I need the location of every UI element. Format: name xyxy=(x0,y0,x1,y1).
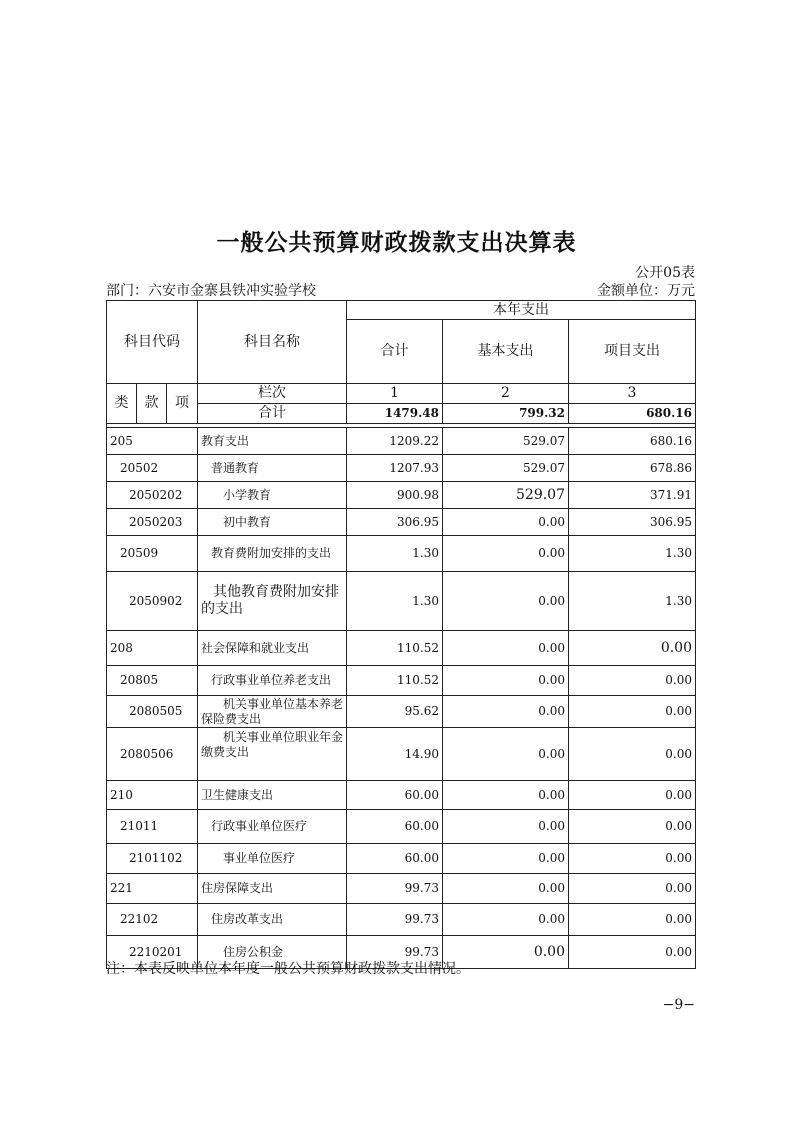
header-lei: 类 xyxy=(107,384,137,424)
row-code: 208 xyxy=(107,631,198,666)
row-name: 普通教育 xyxy=(198,455,347,482)
header-project: 项目支出 xyxy=(569,320,696,384)
table-row xyxy=(107,509,696,536)
row-name: 事业单位医疗 xyxy=(198,844,347,874)
row-name-line-2: 的支出 xyxy=(201,601,243,617)
row-name-line-1: 其他教育费附加安排 xyxy=(213,584,339,600)
row-project: 1.30 xyxy=(569,572,696,631)
row-project: 0.00 xyxy=(569,810,696,844)
row-name xyxy=(198,572,347,631)
page-title: 一般公共预算财政拨款支出决算表 xyxy=(216,229,577,256)
row-basic: 0.00 xyxy=(443,781,569,810)
row-project: 0.00 xyxy=(569,904,696,936)
row-project: 371.91 xyxy=(569,482,696,509)
column-number-label: 栏次 xyxy=(198,384,347,404)
row-name: 行政事业单位医疗 xyxy=(198,810,347,844)
row-total: 99.73 xyxy=(347,904,443,936)
table-row xyxy=(107,455,696,482)
row-code: 2050203 xyxy=(107,509,198,536)
table-row xyxy=(107,428,696,455)
row-code: 221 xyxy=(107,874,198,904)
row-basic: 0.00 xyxy=(443,936,569,969)
row-name: 住房公积金 xyxy=(198,936,347,969)
row-basic: 0.00 xyxy=(443,810,569,844)
row-code: 21011 xyxy=(107,810,198,844)
row-total: 1.30 xyxy=(347,572,443,631)
amount-unit-label: 金额单位：万元 xyxy=(597,283,695,299)
row-name-line-1: 机关事业单位基本养老 xyxy=(223,696,344,711)
row-project: 0.00 xyxy=(569,666,696,696)
row-code: 20509 xyxy=(107,536,198,572)
row-project: 0.00 xyxy=(569,781,696,810)
row-name-line-2: 缴费支出 xyxy=(201,745,250,759)
row-name: 住房改革支出 xyxy=(198,904,347,936)
row-basic: 529.07 xyxy=(443,428,569,455)
header-total: 合计 xyxy=(347,320,443,384)
row-name: 教育支出 xyxy=(198,428,347,455)
row-name: 住房保障支出 xyxy=(198,874,347,904)
row-basic: 0.00 xyxy=(443,844,569,874)
row-total: 110.52 xyxy=(347,631,443,666)
row-basic: 0.00 xyxy=(443,696,569,728)
page-number: −9− xyxy=(662,997,695,1013)
row-basic: 0.00 xyxy=(443,874,569,904)
column-number-row xyxy=(107,384,696,404)
table-row xyxy=(107,536,696,572)
header-basic: 基本支出 xyxy=(443,320,569,384)
row-total: 1207.93 xyxy=(347,455,443,482)
row-name: 初中教育 xyxy=(198,509,347,536)
header-name: 科目名称 xyxy=(198,301,347,384)
row-name: 卫生健康支出 xyxy=(198,781,347,810)
expenditure-table xyxy=(106,300,696,969)
column-number-2: 2 xyxy=(443,384,569,404)
row-basic: 0.00 xyxy=(443,666,569,696)
row-basic: 0.00 xyxy=(443,728,569,781)
row-total: 99.73 xyxy=(347,874,443,904)
row-basic: 0.00 xyxy=(443,536,569,572)
row-code: 2050902 xyxy=(107,572,198,631)
row-project: 0.00 xyxy=(569,936,696,969)
row-basic: 529.07 xyxy=(443,482,569,509)
row-project: 0.00 xyxy=(569,844,696,874)
row-total: 14.90 xyxy=(347,728,443,781)
row-project: 678.86 xyxy=(569,455,696,482)
table-row xyxy=(107,781,696,810)
row-project: 1.30 xyxy=(569,536,696,572)
row-project: 0.00 xyxy=(569,631,696,666)
row-total: 110.52 xyxy=(347,666,443,696)
header-xiang: 项 xyxy=(167,384,198,424)
table-row xyxy=(107,666,696,696)
row-total: 60.00 xyxy=(347,781,443,810)
department-label: 部门：六安市金寨县铁冲实验学校 xyxy=(106,283,316,299)
row-project: 0.00 xyxy=(569,874,696,904)
row-code: 2210201 xyxy=(107,936,198,969)
table-note: 注：本表反映单位本年度一般公共预算财政拨款支出情况。 xyxy=(106,961,470,977)
row-name: 行政事业单位养老支出 xyxy=(198,666,347,696)
row-total: 60.00 xyxy=(347,844,443,874)
row-code: 210 xyxy=(107,781,198,810)
header-kuan: 款 xyxy=(137,384,167,424)
row-total: 95.62 xyxy=(347,696,443,728)
row-basic: 0.00 xyxy=(443,631,569,666)
header-row-1 xyxy=(107,301,696,320)
row-total: 306.95 xyxy=(347,509,443,536)
row-name-line-2: 保险费支出 xyxy=(201,711,262,726)
sum-label: 合计 xyxy=(198,404,347,424)
row-code: 22102 xyxy=(107,904,198,936)
table-row xyxy=(107,904,696,936)
row-name xyxy=(198,696,347,728)
header-this-year: 本年支出 xyxy=(347,301,696,320)
table-row xyxy=(107,696,696,728)
row-basic: 0.00 xyxy=(443,572,569,631)
table-row xyxy=(107,728,696,781)
row-code: 2101102 xyxy=(107,844,198,874)
column-number-1: 1 xyxy=(347,384,443,404)
row-name: 社会保障和就业支出 xyxy=(198,631,347,666)
table-row xyxy=(107,844,696,874)
row-code: 20502 xyxy=(107,455,198,482)
row-name xyxy=(198,728,347,781)
row-code: 20805 xyxy=(107,666,198,696)
row-name: 小学教育 xyxy=(198,482,347,509)
table-row xyxy=(107,631,696,666)
header-code: 科目代码 xyxy=(107,301,198,384)
row-basic: 0.00 xyxy=(443,509,569,536)
row-basic: 529.07 xyxy=(443,455,569,482)
row-project: 0.00 xyxy=(569,728,696,781)
table-row xyxy=(107,874,696,904)
row-total: 900.98 xyxy=(347,482,443,509)
row-project: 306.95 xyxy=(569,509,696,536)
row-code: 2080505 xyxy=(107,696,198,728)
sum-project: 680.16 xyxy=(569,404,696,424)
row-total: 99.73 xyxy=(347,936,443,969)
row-total: 1.30 xyxy=(347,536,443,572)
sum-total: 1479.48 xyxy=(347,404,443,424)
row-code: 2050202 xyxy=(107,482,198,509)
row-name-line-1: 机关事业单位职业年金 xyxy=(223,730,344,744)
row-project: 680.16 xyxy=(569,428,696,455)
row-code: 205 xyxy=(107,428,198,455)
column-number-3: 3 xyxy=(569,384,696,404)
row-code: 2080506 xyxy=(107,728,198,781)
form-number: 公开05表 xyxy=(635,265,695,281)
row-basic: 0.00 xyxy=(443,904,569,936)
table-row xyxy=(107,572,696,631)
row-name: 教育费附加安排的支出 xyxy=(198,536,347,572)
row-total: 1209.22 xyxy=(347,428,443,455)
row-project: 0.00 xyxy=(569,696,696,728)
sum-basic: 799.32 xyxy=(443,404,569,424)
table-row xyxy=(107,810,696,844)
row-total: 60.00 xyxy=(347,810,443,844)
table-row xyxy=(107,482,696,509)
